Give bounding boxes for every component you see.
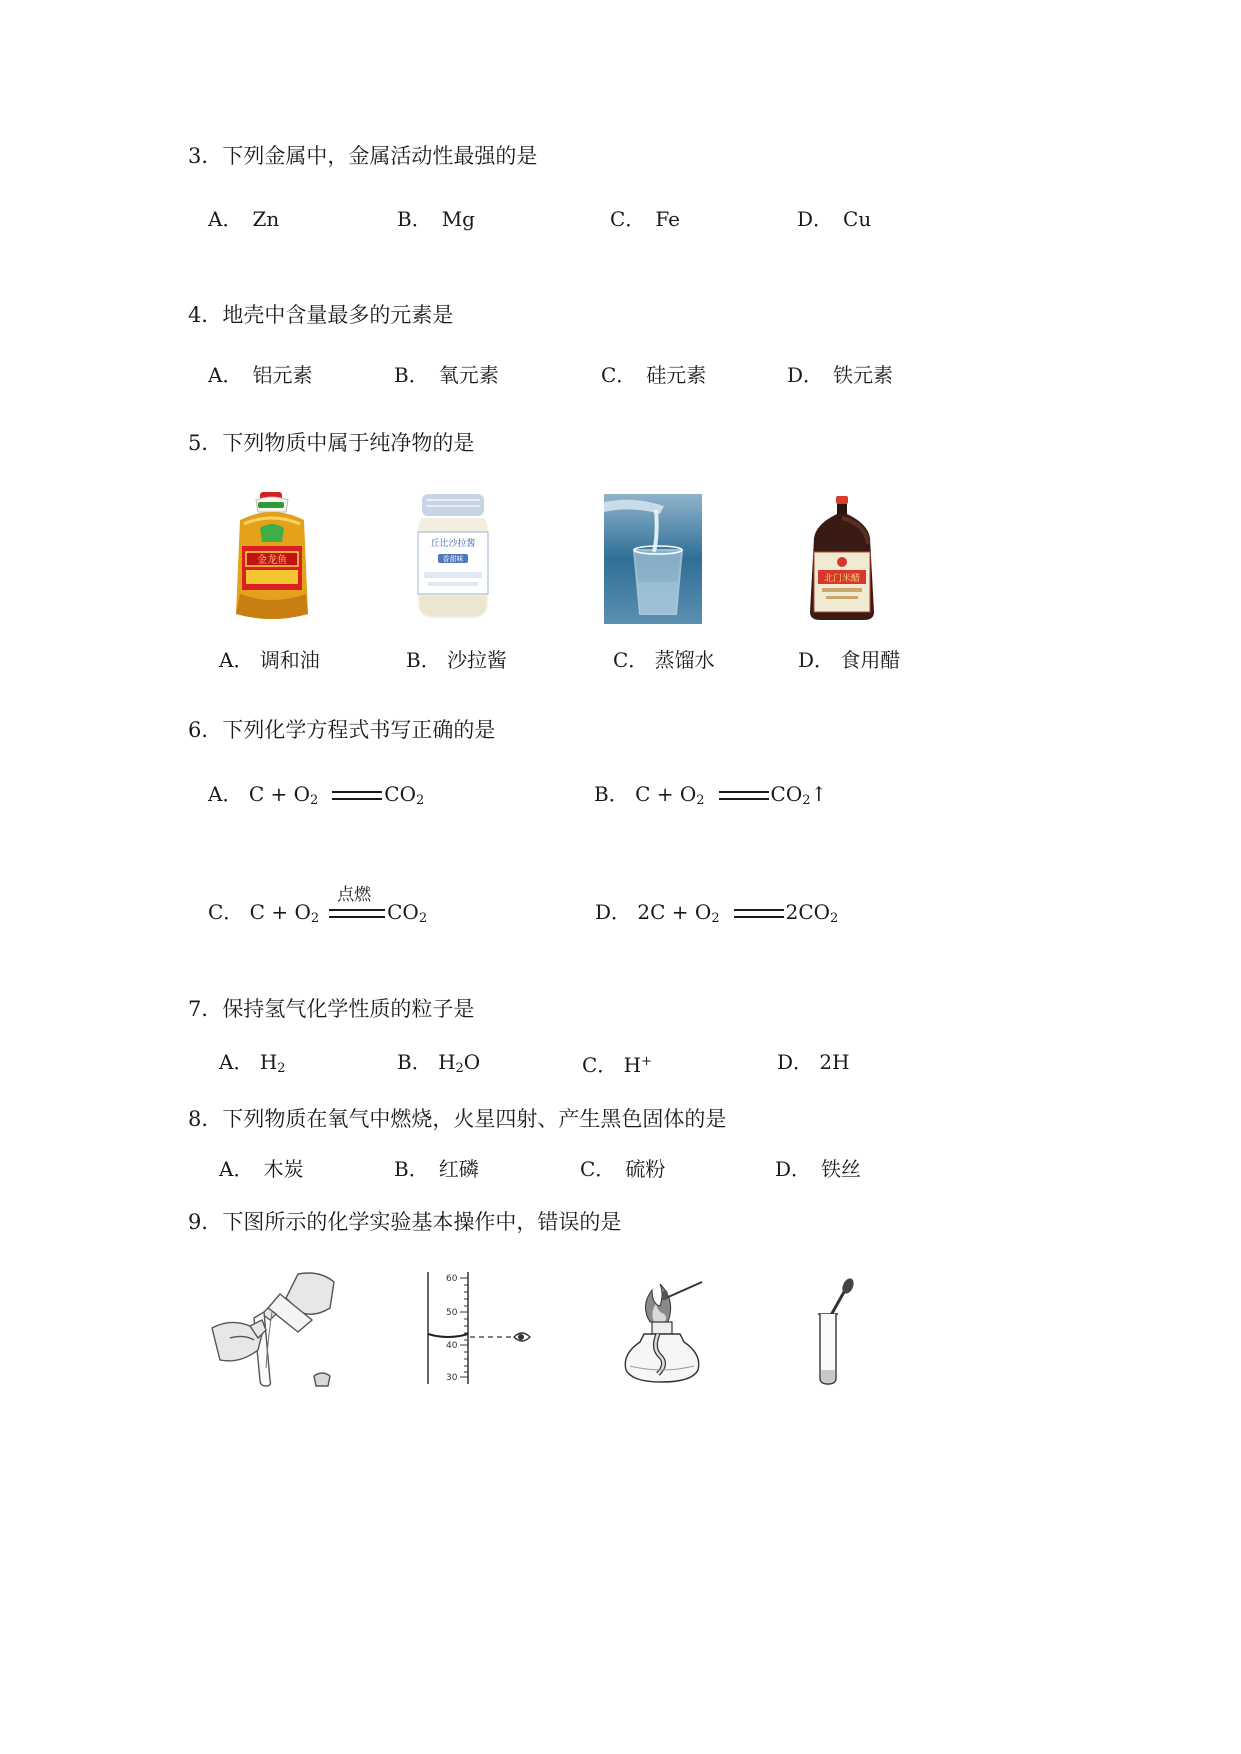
pouring-liquid-icon xyxy=(210,1268,340,1390)
option-text: 硅元素 xyxy=(646,363,707,387)
q3-stem: 3．下列金属中，金属活动性最强的是 xyxy=(188,144,538,168)
option-letter: D． xyxy=(777,1050,814,1074)
option-letter: B． xyxy=(594,782,629,806)
oil-brand-label: 金龙鱼 xyxy=(257,555,287,566)
equation-lhs: C + O xyxy=(249,900,311,924)
q3-option-d xyxy=(797,205,871,233)
subscript: 2 xyxy=(696,793,705,808)
option-letter: A． xyxy=(208,363,243,387)
q6-option-d xyxy=(595,898,838,933)
jar-sub-label: 香甜味 xyxy=(442,555,464,563)
option-text: Cu xyxy=(843,207,872,231)
q4-option-a xyxy=(208,361,312,389)
option-letter: B． xyxy=(397,1050,432,1074)
option-text: 木炭 xyxy=(263,1157,304,1181)
option-text: 铝元素 xyxy=(252,363,313,387)
option-letter: B． xyxy=(394,363,429,387)
vinegar-brand-label: 北门米醋 xyxy=(823,574,861,584)
q7-option-d xyxy=(777,1048,850,1076)
option-letter: C． xyxy=(601,363,637,387)
tick-label-30: 30 xyxy=(446,1373,458,1383)
formula-base: H xyxy=(259,1050,278,1074)
option-letter: A． xyxy=(219,1050,254,1074)
vinegar-bottle-icon xyxy=(806,494,878,622)
q8-option-b xyxy=(394,1155,479,1183)
subscript: 2 xyxy=(310,911,320,926)
equation-rhs: CO xyxy=(384,782,416,806)
option-text: 蒸馏水 xyxy=(654,648,715,672)
q3-option-b xyxy=(397,205,475,233)
dropper-icon xyxy=(812,1274,862,1388)
jar-label-text: 丘比沙拉酱 xyxy=(430,539,476,549)
subscript: 2 xyxy=(830,911,839,926)
q4-option-c xyxy=(601,361,706,389)
q6-option-a xyxy=(208,780,424,815)
option-letter: B． xyxy=(406,648,441,672)
lighting-lamp-icon xyxy=(622,1276,706,1386)
option-letter: A． xyxy=(219,648,254,672)
water-glass-icon xyxy=(604,494,702,624)
subscript: 2 xyxy=(455,1061,464,1076)
equation-lhs: C + O xyxy=(248,782,310,806)
equation-rhs: CO xyxy=(387,900,419,924)
formula-rest: O xyxy=(463,1050,481,1074)
option-letter: B． xyxy=(394,1157,429,1181)
subscript: 2 xyxy=(309,793,319,808)
option-letter: C． xyxy=(582,1053,618,1077)
q6-stem: 6．下列化学方程式书写正确的是 xyxy=(188,718,496,742)
q5-stem: 5．下列物质中属于纯净物的是 xyxy=(188,431,475,455)
q4-option-d xyxy=(787,361,893,389)
q7-option-a xyxy=(219,1048,286,1083)
subscript: 2 xyxy=(802,793,811,808)
equals-sign-with-condition xyxy=(329,885,385,918)
option-text: 硫粉 xyxy=(625,1157,666,1181)
q8-stem: 8．下列物质在氧气中燃烧，火星四射、产生黑色固体的是 xyxy=(188,1107,727,1131)
cooking-oil-bottle-icon xyxy=(226,490,318,624)
tick-label-50: 50 xyxy=(446,1308,458,1318)
equation-lhs: 2C + O xyxy=(637,900,712,924)
q7-option-c xyxy=(582,1048,652,1079)
superscript: + xyxy=(641,1054,653,1069)
option-letter: D． xyxy=(787,363,824,387)
q4-stem: 4．地壳中含量最多的元素是 xyxy=(188,303,454,327)
equation-lhs: C + O xyxy=(635,782,697,806)
option-letter: A． xyxy=(208,207,243,231)
subscript: 2 xyxy=(277,1061,286,1076)
q5-option-b xyxy=(406,646,507,674)
option-text: 食用醋 xyxy=(840,648,901,672)
q6-option-b xyxy=(594,780,827,815)
option-letter: D． xyxy=(595,900,632,924)
option-letter: A． xyxy=(208,782,243,806)
option-letter: D． xyxy=(775,1157,812,1181)
formula-base: 2H xyxy=(819,1050,850,1074)
formula-base: H xyxy=(438,1050,456,1074)
option-letter: D． xyxy=(798,648,835,672)
option-text: 红磷 xyxy=(438,1157,479,1181)
q8-option-a xyxy=(219,1155,303,1183)
option-text: 铁丝 xyxy=(821,1157,862,1181)
tick-label-60: 60 xyxy=(446,1274,458,1284)
option-text: 沙拉酱 xyxy=(447,648,508,672)
tick-label-40: 40 xyxy=(446,1341,458,1351)
equals-sign xyxy=(332,791,382,800)
q7-option-b xyxy=(397,1048,480,1083)
reaction-condition: 点燃 xyxy=(337,885,372,905)
salad-dressing-jar-icon xyxy=(414,492,492,620)
option-text: 氧元素 xyxy=(438,363,499,387)
formula-base: H xyxy=(623,1053,642,1077)
q4-option-b xyxy=(394,361,499,389)
option-letter: C． xyxy=(610,207,646,231)
q3-option-a xyxy=(208,205,279,233)
subscript: 2 xyxy=(418,911,428,926)
q5-option-a xyxy=(219,646,320,674)
q5-option-c xyxy=(613,646,715,674)
option-text: Mg xyxy=(441,207,475,231)
subscript: 2 xyxy=(711,911,720,926)
q8-option-d xyxy=(775,1155,861,1183)
option-letter: C． xyxy=(613,648,649,672)
equals-sign xyxy=(719,791,769,800)
q3-option-c xyxy=(610,205,680,233)
equation-rhs: 2CO xyxy=(785,900,831,924)
option-text: 铁元素 xyxy=(833,363,894,387)
option-letter: D． xyxy=(797,207,834,231)
reading-cylinder-icon xyxy=(420,1268,540,1388)
q8-option-c xyxy=(580,1155,665,1183)
q9-stem: 9．下图所示的化学实验基本操作中，错误的是 xyxy=(188,1210,622,1234)
equation-rhs: CO xyxy=(770,782,803,806)
subscript: 2 xyxy=(415,793,425,808)
option-text: Zn xyxy=(252,207,280,231)
option-text: 调和油 xyxy=(259,648,320,672)
q7-stem: 7．保持氢气化学性质的粒子是 xyxy=(188,997,475,1021)
option-text: Fe xyxy=(655,207,680,231)
q5-option-d xyxy=(798,646,900,674)
option-letter: C． xyxy=(580,1157,616,1181)
option-letter: C． xyxy=(208,900,244,924)
gas-arrow: ↑ xyxy=(810,782,828,806)
q6-option-c xyxy=(208,885,428,933)
equals-sign xyxy=(734,909,784,918)
option-letter: A． xyxy=(219,1157,254,1181)
option-letter: B． xyxy=(397,207,432,231)
